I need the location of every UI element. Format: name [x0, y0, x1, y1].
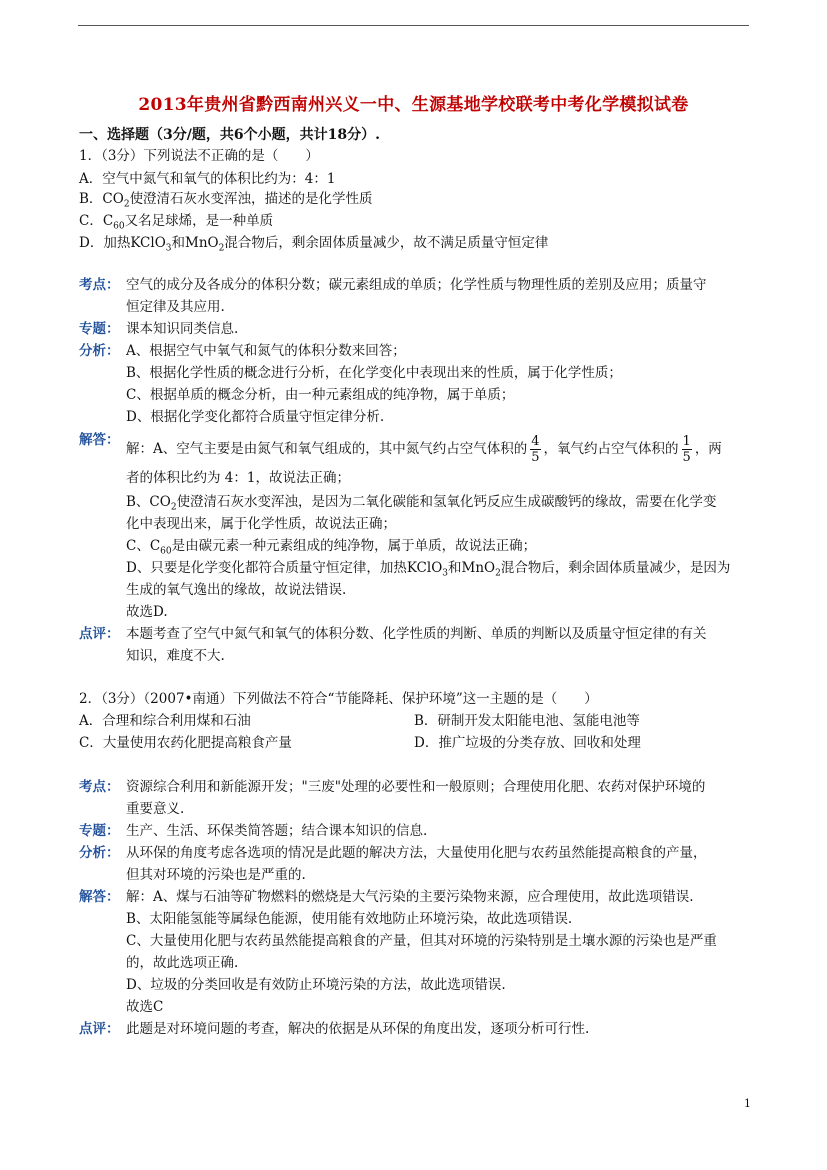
page-title: 2013年贵州省黔西南州兴义一中、生源基地学校联考中考化学模拟试卷	[138, 95, 689, 115]
q2-fenxi-2: 但其对环境的污染也是严重的.	[126, 867, 306, 883]
q1-fenxi-2: B、根据化学性质的概念进行分析，在化学变化中表现出来的性质，属于化学性质；	[126, 365, 622, 381]
q2-label-kaodian: 考点：	[79, 779, 120, 795]
q1-kaodian-2: 恒定律及其应用.	[126, 299, 225, 315]
q2-jieda-5: D、垃圾的分类回收是有效防止环境污染的方法，故此选项错误.	[126, 977, 506, 993]
q2-zhuanti: 生产、生活、环保类简答题；结合课本知识的信息.	[126, 823, 428, 839]
q2-jieda-2: B、太阳能氢能等属绿色能源，使用能有效地防止环境污染，故此选项错误.	[126, 911, 573, 927]
q1-fenxi-1: A、根据空气中氧气和氮气的体积分数来回答；	[126, 343, 406, 359]
q1-jieda-4: 化中表现出来，属于化学性质，故说法正确；	[126, 516, 396, 532]
q2-label-dianping: 点评：	[79, 1021, 120, 1037]
section-heading: 一、选择题（3分/题，共6个小题，共计18分）.	[79, 127, 380, 143]
q1-jieda-6: D、只要是化学变化都符合质量守恒定律，加热KClO$_3$和MnO$_2$混合物后，剩余固体质量减少，是因为	[126, 560, 731, 579]
q1-label-jieda: 解答：	[79, 432, 120, 448]
q2-jieda-6: 故选C	[126, 999, 164, 1015]
q1-jieda-8: 故选D.	[126, 604, 168, 620]
q1-label-zhuanti: 专题：	[79, 321, 120, 337]
q2-kaodian-2: 重要意义.	[126, 801, 185, 817]
header-rule	[78, 25, 749, 26]
q2-dianping: 此题是对环境问题的考查，解决的依据是从环保的角度出发，逐项分析可行性.	[126, 1021, 590, 1037]
q2-label-jieda: 解答：	[79, 889, 120, 905]
q1-dianping-2: 知识，难度不大.	[126, 648, 225, 664]
q2-stem: 2．（3分）（2007•南通）下列做法不符合“节能降耗、保护环境”这一主题的是（ ）	[79, 691, 598, 707]
q2-option-a: A．合理和综合利用煤和石油	[79, 713, 251, 729]
q1-option-d: D．加热KClO$_3$和MnO$_2$混合物后，剩余固体质量减少，故不满足质量守恒定律	[79, 235, 549, 254]
q1-jieda-5: C、$C_{60}$是由碳元素一种元素组成的纯净物，属于单质，故说法正确；	[126, 538, 537, 557]
q2-kaodian-1: 资源综合利用和新能源开发；"三废"处理的必要性和一般原则；合理使用化肥、农药对保护环境的	[126, 779, 706, 795]
q2-label-fenxi: 分析：	[79, 845, 120, 861]
q1-dianping-1: 本题考查了空气中氮气和氧气的体积分数、化学性质的判断、单质的判断以及质量守恒定律的有关	[126, 626, 707, 642]
fraction-one-fifth: $\frac{1}{5}$	[682, 434, 691, 465]
q1-kaodian-1: 空气的成分及各成分的体积分数；碳元素组成的单质；化学性质与物理性质的差别及应用；质量守	[126, 277, 707, 293]
q1-jieda-2: 者的体积比约为 4：1，故说法正确；	[126, 470, 350, 486]
q1-jieda-1: 解：A、空气主要是由氮气和氧气组成的，其中氮气约占空气体积的 $\frac{4}{5}$ ，氧气约占空气体积的 $\frac{1}{5}$ ，两	[126, 434, 722, 465]
q1-label-kaodian: 考点：	[79, 277, 120, 293]
q1-option-a: A．空气中氮气和氧气的体积比约为：4：1	[79, 171, 336, 187]
q1-stem: 1．（3分）下列说法不正确的是（ ）	[79, 148, 319, 164]
q2-option-b: B．研制开发太阳能电池、氢能电池等	[414, 713, 640, 729]
q1-zhuanti: 课本知识同类信息.	[126, 321, 239, 337]
q1-jieda-7: 生成的氧气逸出的缘故，故说法错误.	[126, 582, 347, 598]
q2-option-d: D．推广垃圾的分类存放、回收和处理	[414, 735, 641, 751]
q2-jieda-1: 解：A、煤与石油等矿物燃料的燃烧是大气污染的主要污染物来源，应合理使用，故此选项错误.	[126, 889, 694, 905]
q1-jieda-3: B、$CO_2$使澄清石灰水变浑浊，是因为二氧化碳能和氢氧化钙反应生成碳酸钙的缘故，需要在化学变	[126, 494, 717, 513]
q2-jieda-3: C、大量使用化肥与农药虽然能提高粮食的产量，但其对环境的污染特别是土壤水源的污染也是严重	[126, 933, 717, 949]
q1-fenxi-3: C、根据单质的概念分析，由一种元素组成的纯净物，属于单质；	[126, 387, 515, 403]
fraction-four-fifths: $\frac{4}{5}$	[531, 434, 540, 465]
q1-fenxi-4: D、根据化学变化都符合质量守恒定律分析.	[126, 409, 385, 425]
q2-fenxi-1: 从环保的角度考虑各选项的情况是此题的解决方法，大量使用化肥与农药虽然能提高粮食的产量，	[126, 845, 707, 861]
q1-option-b: B．$CO_2$使澄清石灰水变浑浊，描述的是化学性质	[79, 191, 373, 210]
q2-jieda-4: 的，故此选项正确.	[126, 955, 239, 971]
q2-option-c: C．大量使用农药化肥提高粮食产量	[79, 735, 292, 751]
page-number: 1	[744, 1097, 751, 1110]
q2-label-zhuanti: 专题：	[79, 823, 120, 839]
q1-label-dianping: 点评：	[79, 626, 120, 642]
q1-label-fenxi: 分析：	[79, 343, 120, 359]
q1-option-c: C．$C_{60}$又名足球烯，是一种单质	[79, 213, 274, 232]
